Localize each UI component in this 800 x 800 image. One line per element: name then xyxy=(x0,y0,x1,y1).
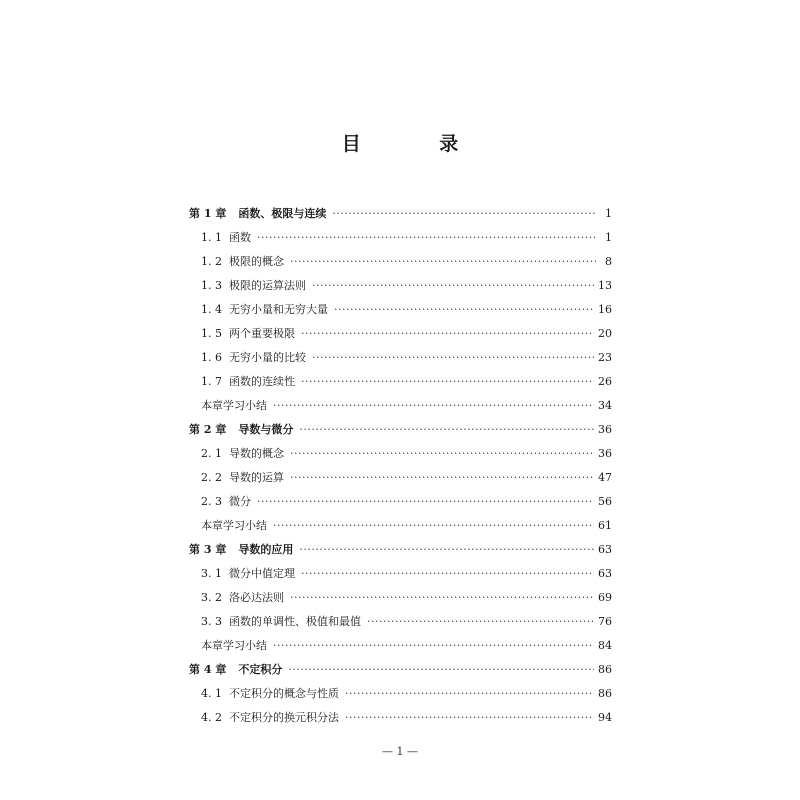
dot-leader xyxy=(290,442,594,466)
entry-title: 不定积分 xyxy=(238,663,283,676)
dot-leader xyxy=(273,514,594,538)
toc-section-entry[interactable] xyxy=(189,466,612,490)
entry-page-number: 61 xyxy=(598,519,612,532)
dot-leader xyxy=(301,562,594,586)
entry-number: 1. 3 xyxy=(201,279,222,292)
toc-section-entry[interactable] xyxy=(189,298,612,322)
entry-page-number: 36 xyxy=(598,447,612,460)
entry-number: 1. 1 xyxy=(201,231,222,244)
dot-leader xyxy=(301,322,594,346)
toc-section-entry[interactable] xyxy=(189,442,612,466)
toc-section-entry[interactable] xyxy=(189,490,612,514)
toc-section-entry[interactable] xyxy=(189,682,612,706)
entry-page-number: 26 xyxy=(598,375,612,388)
toc-chapter-entry[interactable] xyxy=(189,658,612,682)
entry-title: 函数的连续性 xyxy=(229,375,295,388)
entry-number: 4. 2 xyxy=(201,711,222,724)
entry-page-number: 16 xyxy=(598,303,612,316)
toc-section-entry[interactable] xyxy=(189,250,612,274)
entry-title: 洛必达法则 xyxy=(229,591,284,604)
toc-chapter-entry[interactable] xyxy=(189,202,612,226)
entry-number: 1. 2 xyxy=(201,255,222,268)
dot-leader xyxy=(367,610,594,634)
entry-title: 微分中值定理 xyxy=(229,567,295,580)
dot-leader xyxy=(257,490,594,514)
dot-leader xyxy=(288,658,594,682)
entry-title: 极限的概念 xyxy=(229,255,284,268)
entry-number: 第 1 章 xyxy=(189,207,227,220)
entry-title: 函数、极限与连续 xyxy=(238,207,327,220)
entry-number: 4. 1 xyxy=(201,687,222,700)
page-title: 目 录 xyxy=(341,133,495,155)
entry-title: 本章学习小结 xyxy=(201,519,267,532)
entry-title: 导数的概念 xyxy=(229,447,284,460)
entry-number: 3. 1 xyxy=(201,567,222,580)
entry-page-number: 47 xyxy=(598,471,612,484)
entry-number: 1. 7 xyxy=(201,375,222,388)
dot-leader xyxy=(273,394,594,418)
entry-title: 无穷小量的比较 xyxy=(229,351,306,364)
dot-leader xyxy=(299,538,594,562)
dot-leader xyxy=(345,706,594,730)
toc-chapter-entry[interactable] xyxy=(189,418,612,442)
dot-leader xyxy=(332,202,596,226)
entry-page-number: 86 xyxy=(598,687,612,700)
entry-page-number: 94 xyxy=(598,711,612,724)
entry-page-number: 20 xyxy=(598,327,612,340)
entry-page-number: 1 xyxy=(605,207,612,220)
toc-summary-entry[interactable] xyxy=(189,514,612,538)
entry-number: 3. 3 xyxy=(201,615,222,628)
entry-title: 不定积分的换元积分法 xyxy=(229,711,339,724)
entry-title: 微分 xyxy=(229,495,251,508)
dot-leader xyxy=(290,466,594,490)
entry-title: 两个重要极限 xyxy=(229,327,295,340)
page-number-footer: — 1 — xyxy=(382,745,418,758)
entry-title: 函数的单调性、极值和最值 xyxy=(229,615,361,628)
toc-section-entry[interactable] xyxy=(189,322,612,346)
dot-leader xyxy=(334,298,594,322)
toc-section-entry[interactable] xyxy=(189,610,612,634)
dot-leader xyxy=(273,634,594,658)
toc-section-entry[interactable] xyxy=(189,706,612,730)
entry-page-number: 84 xyxy=(598,639,612,652)
entry-number: 第 4 章 xyxy=(189,663,227,676)
entry-page-number: 63 xyxy=(598,543,612,556)
entry-title: 函数 xyxy=(229,231,251,244)
dot-leader xyxy=(290,586,594,610)
entry-title: 不定积分的概念与性质 xyxy=(229,687,339,700)
entry-number: 第 2 章 xyxy=(189,423,227,436)
entry-page-number: 1 xyxy=(605,231,612,244)
toc-section-entry[interactable] xyxy=(189,346,612,370)
table-of-contents xyxy=(189,202,612,730)
dot-leader xyxy=(290,250,596,274)
entry-page-number: 56 xyxy=(598,495,612,508)
entry-page-number: 36 xyxy=(598,423,612,436)
toc-summary-entry[interactable] xyxy=(189,394,612,418)
entry-page-number: 23 xyxy=(598,351,612,364)
entry-title: 极限的运算法则 xyxy=(229,279,306,292)
dot-leader xyxy=(312,346,594,370)
toc-section-entry[interactable] xyxy=(189,274,612,298)
entry-page-number: 86 xyxy=(598,663,612,676)
entry-page-number: 69 xyxy=(598,591,612,604)
entry-number: 2. 2 xyxy=(201,471,222,484)
entry-number: 3. 2 xyxy=(201,591,222,604)
toc-section-entry[interactable] xyxy=(189,562,612,586)
dot-leader xyxy=(301,370,594,394)
entry-page-number: 8 xyxy=(605,255,612,268)
entry-number: 1. 6 xyxy=(201,351,222,364)
entry-number: 2. 1 xyxy=(201,447,222,460)
entry-page-number: 13 xyxy=(598,279,612,292)
toc-chapter-entry[interactable] xyxy=(189,538,612,562)
entry-number: 1. 5 xyxy=(201,327,222,340)
toc-section-entry[interactable] xyxy=(189,370,612,394)
entry-title: 无穷小量和无穷大量 xyxy=(229,303,328,316)
toc-section-entry[interactable] xyxy=(189,226,612,250)
entry-number: 1. 4 xyxy=(201,303,222,316)
entry-page-number: 63 xyxy=(598,567,612,580)
toc-section-entry[interactable] xyxy=(189,586,612,610)
entry-number: 2. 3 xyxy=(201,495,222,508)
toc-summary-entry[interactable] xyxy=(189,634,612,658)
dot-leader xyxy=(299,418,594,442)
entry-title: 导数的运算 xyxy=(229,471,284,484)
entry-number: 第 3 章 xyxy=(189,543,227,556)
dot-leader xyxy=(312,274,594,298)
entry-title: 导数的应用 xyxy=(238,543,294,556)
dot-leader xyxy=(345,682,594,706)
entry-page-number: 76 xyxy=(598,615,612,628)
entry-page-number: 34 xyxy=(598,399,612,412)
entry-title: 导数与微分 xyxy=(238,423,294,436)
dot-leader xyxy=(257,226,596,250)
entry-title: 本章学习小结 xyxy=(201,639,267,652)
entry-title: 本章学习小结 xyxy=(201,399,267,412)
